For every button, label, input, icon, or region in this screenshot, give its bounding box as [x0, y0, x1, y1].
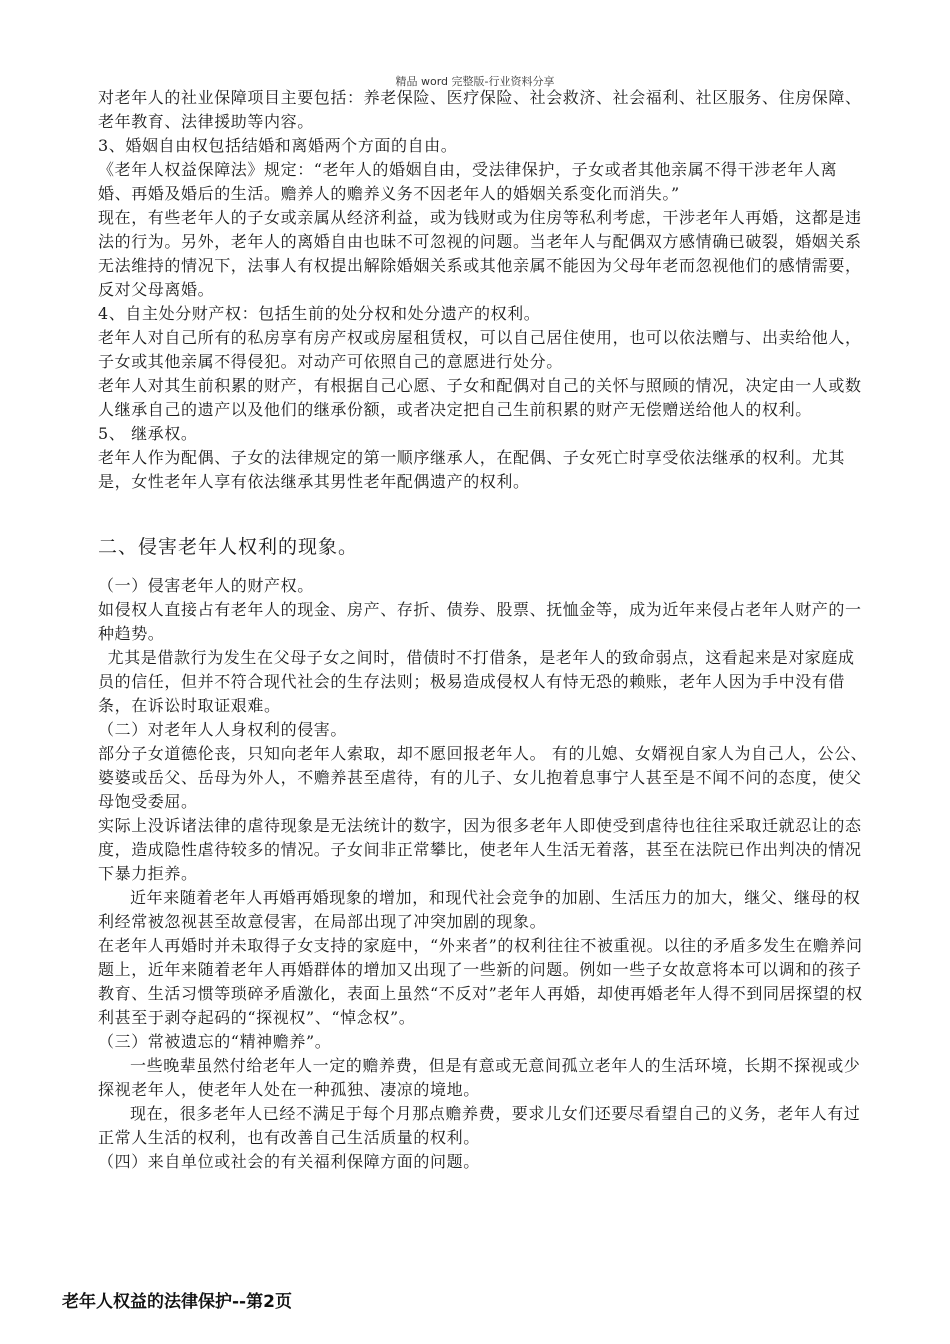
paragraph: 老年人作为配偶、子女的法律规定的第一顺序继承人，在配偶、子女死亡时享受依法继承的权利。尤其是，女性老年人享有依法继承其男性老年配偶遗产的权利。: [98, 448, 846, 491]
paragraph: 现在，很多老年人已经不满足于每个月那点赡养费，要求儿女们还要尽看望自己的义务，老年人有过正常人生活的权利，也有改善自己生活质量的权利。: [98, 1104, 861, 1147]
document-body: [98, 86, 868, 1174]
paragraph: 如侵权人直接占有老年人的现金、房产、存折、债券、股票、抚恤金等，成为近年来侵占老年人财产的一种趋势。: [98, 600, 862, 643]
paragraph: 实际上没诉诸法律的虐待现象是无法统计的数字，因为很多老年人即使受到虐待也往往采取迁就忍让的态度，造成隐性虐待较多的情况。子女间非正常攀比，使老年人生活无着落，甚至在法院已作出判决的情况下暴力拒养。: [98, 816, 862, 883]
chapter-heading: 二、侵害老年人权利的现象。: [98, 536, 359, 558]
paragraph: 尤其是借款行为发生在父母子女之间时，借债时不打借条，是老年人的致命弱点，这看起来是对家庭成员的信任，但并不符合现代社会的生存法则；极易造成侵权人有恃无恐的赖账，老年人因为手中没有借条，在诉讼时取证艰难。: [98, 648, 855, 715]
paragraph: 在老年人再婚时并未取得子女支持的家庭中，“外来者”的权利往往不被重视。以往的矛盾多发生在赡养问题上，近年来随着老年人再婚群体的增加又出现了一些新的问题。例如一些子女故意将本可以调和的孩子教育、生活习惯等琐碎矛盾激化，表面上虽然“不反对”老年人再婚，却使再婚老年人得不到同居探望的权利甚至于剥夺起码的“探视权”、“悼念权”。: [98, 936, 863, 1027]
paragraph: 部分子女道德伦丧，只知向老年人索取，却不愿回报老年人。 有的儿媳、女婿视自家人为自己人，公公、婆婆或岳父、岳母为外人，不赡养甚至虐待，有的儿子、女儿抱着息事宁人甚至是不闻不问的态度，使父母饱受委屈。: [98, 744, 868, 811]
paragraph: 老年人对其生前积累的财产，有根据自己心愿、子女和配偶对自己的关怀与照顾的情况，决定由一人或数人继承自己的遗产以及他们的继承份额，或者决定把自己生前积累的财产无偿赠送给他人的权利。: [98, 376, 862, 419]
header-note: 精品 word 完整版-行业资料分享: [395, 75, 555, 88]
paragraph: 现在，有些老年人的子女或亲属从经济利益，或为钱财或为住房等私利考虑，干涉老年人再婚，这都是违法的行为。另外，老年人的离婚自由也昧不可忽视的问题。当老年人与配偶双方感情确已破裂，婚姻关系无法维持的情况下，法事人有权提出解除婚姻关系或其他亲属不能因为父母年老而忽视他们的感情需要，反对父母离婚。: [98, 208, 862, 299]
subsection-heading: （三）常被遗忘的“精神赡养”。: [98, 1032, 332, 1051]
section-heading: 4、自主处分财产权：包括生前的处分权和处分遗产的权利。: [98, 304, 541, 323]
paragraph: 对老年人的社业保障项目主要包括：养老保险、医疗保险、社会救济、社会福利、社区服务、住房保障、老年教育、法律援助等内容。: [98, 88, 862, 131]
subsection-heading: （四）来自单位或社会的有关福利保障方面的问题。: [98, 1152, 480, 1171]
paragraph: 近年来随着老年人再婚再婚现象的增加，和现代社会竞争的加剧、生活压力的加大，继父、继母的权利经常被忽视甚至故意侵害，在局部出现了冲突加剧的现象。: [98, 888, 861, 931]
paragraph: 《老年人权益保障法》规定：“老年人的婚姻自由，受法律保护，子女或者其他亲属不得干涉老年人离婚、再婚及婚后的生活。赡养人的赡养义务不因老年人的婚姻关系变化而消失。”: [98, 160, 838, 203]
footer-title: 老年人权益的法律保护--第2页: [62, 1292, 292, 1312]
paragraph: 老年人对自己所有的私房享有房产权或房屋租赁权，可以自己居住使用，也可以依法赠与、出卖给他人，子女或其他亲属不得侵犯。对动产可依照自己的意愿进行处分。: [98, 328, 862, 371]
subsection-heading: （二）对老年人人身权利的侵害。: [98, 720, 348, 739]
section-heading: 5、 继承权。: [98, 424, 198, 443]
paragraph: 一些晚辈虽然付给老年人一定的赡养费，但是有意或无意间孤立老年人的生活环境，长期不探视或少探视老年人，使老年人处在一种孤独、凄凉的境地。: [98, 1056, 861, 1099]
subsection-heading: （一）侵害老年人的财产权。: [98, 576, 314, 595]
section-heading: 3、婚姻自由权包括结婚和离婚两个方面的自由。: [98, 136, 458, 155]
